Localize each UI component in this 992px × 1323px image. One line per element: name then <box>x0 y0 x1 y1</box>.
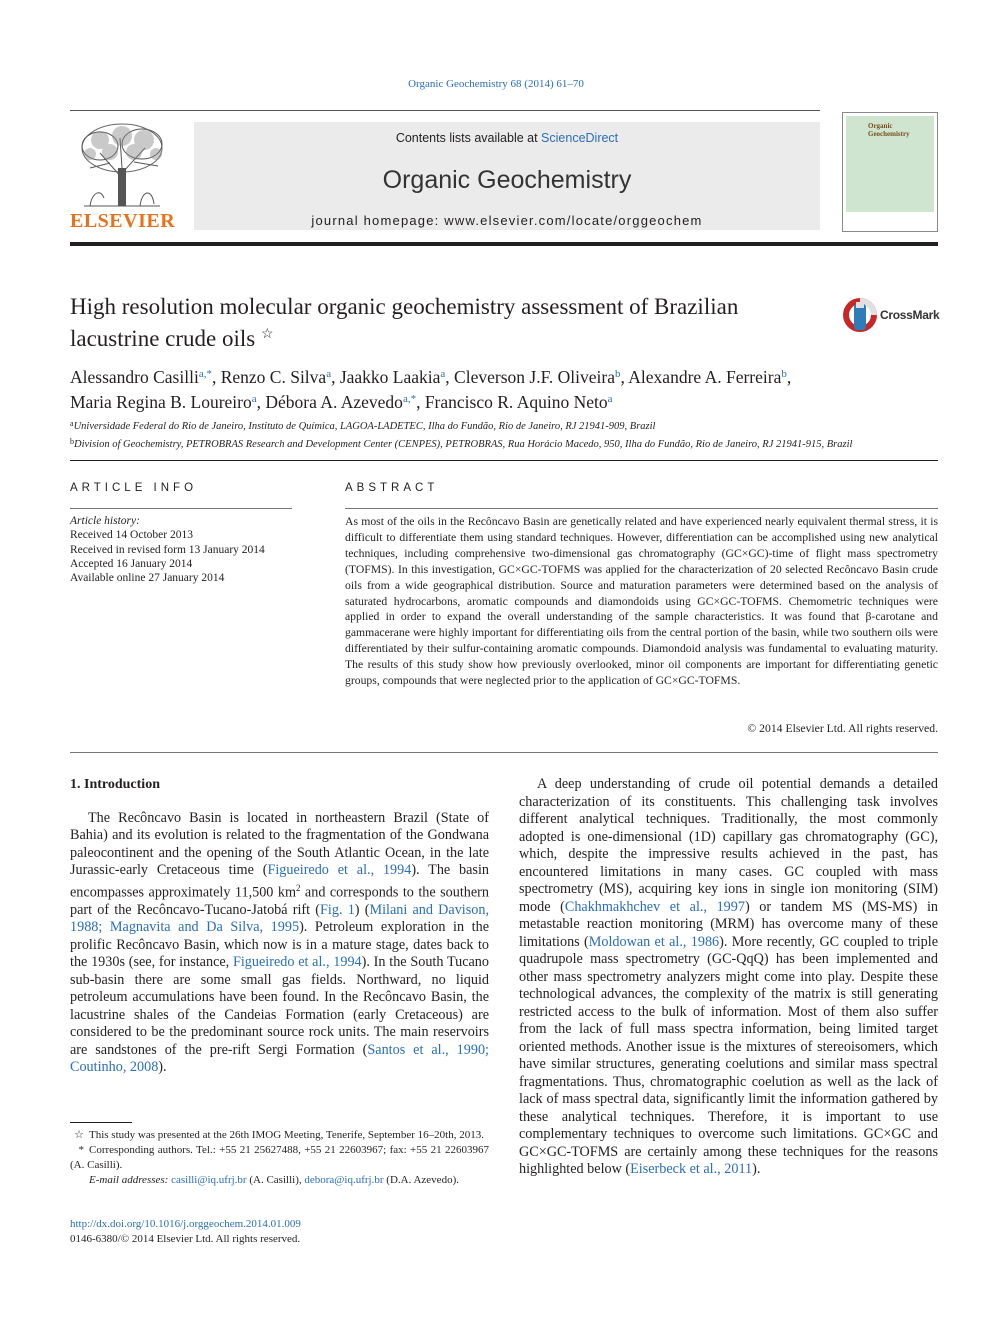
footnote-rule <box>70 1122 132 1123</box>
author-7[interactable]: Débora A. Azevedo$^{a,*}$ <box>265 392 417 412</box>
crossmark-icon <box>842 296 878 334</box>
article-history <box>70 514 300 585</box>
author-list: Alessandro Casilli$^{a,*}$, Renzo C. Silva$^a$, Jaakko Laakia$^a$, Cleverson J.F. Oliveira$^b$, Alexandre A. Ferreira$^b$, Maria Regina B. Loureiro$^a$, Débora A. Azevedo$^{a,*}$, Francisco R. Aquino Neto$^a$ <box>70 367 792 412</box>
history-received: Received 14 October 2013 <box>70 529 193 542</box>
journal-cover-thumbnail[interactable] <box>842 112 938 232</box>
footnote-corresponding: * Corresponding authors. Tel.: +55 21 25627488, +55 21 22603967; fax: +55 21 22603967 (A. Casilli). <box>70 1144 489 1171</box>
crossmark-label: CrossMark <box>880 308 940 322</box>
email-link-casilli[interactable]: casilli@iq.ufrj.br <box>171 1174 247 1186</box>
doi-link[interactable]: http://dx.doi.org/10.1016/j.orggeochem.2014.01.009 <box>70 1218 301 1230</box>
author-2[interactable]: Renzo C. Silva$^a$ <box>220 367 332 387</box>
abstract-bottom-rule <box>70 752 938 753</box>
header-top-rule <box>70 110 820 111</box>
email-link-azevedo[interactable]: debora@iq.ufrj.br <box>304 1174 384 1186</box>
title-line-1: High resolution molecular organic geochemistry assessment of Brazilian <box>70 294 739 319</box>
cover-footer <box>846 212 934 228</box>
history-accepted: Accepted 16 January 2014 <box>70 557 193 570</box>
author-1[interactable]: Alessandro Casilli$^{a,*}$ <box>70 367 212 387</box>
affiliation-a: $^a$Universidade Federal do Rio de Janeiro, Instituto de Química, LAGOA-LADETEC, Ilha do Fundão, Rio de Janeiro, RJ 21941-909, Brazil <box>70 419 656 432</box>
citation-link[interactable]: Chakhmakhchev et al., 1997 <box>564 898 745 915</box>
header-bottom-rule <box>70 242 938 246</box>
citation-link[interactable]: Milani and Davison, 1988; Magnavita and Da Silva, 1995 <box>70 901 489 936</box>
journal-band <box>194 122 820 230</box>
article-info-heading: ARTICLE INFO <box>70 482 198 494</box>
author-8[interactable]: Francisco R. Aquino Neto$^a$ <box>424 392 613 412</box>
sciencedirect-link[interactable]: ScienceDirect <box>541 131 619 145</box>
cover-title-line-2: Geochemistry <box>868 130 910 138</box>
history-online: Available online 27 January 2014 <box>70 572 225 585</box>
footnote-emails: E-mail addresses: casilli@iq.ufrj.br (A. Casilli), debora@iq.ufrj.br (D.A. Azevedo). <box>89 1174 459 1186</box>
journal-homepage[interactable]: journal homepage: www.elsevier.com/locate/orggeochem <box>311 213 703 228</box>
contents-prefix: Contents lists available at <box>395 131 542 145</box>
citation-link[interactable]: Santos et al., 1990; Coutinho, 2008 <box>70 1041 489 1076</box>
citation-link[interactable]: Figueiredo et al., 1994 <box>267 862 412 878</box>
author-4[interactable]: Cleverson J.F. Oliveira$^b$ <box>454 367 621 387</box>
affiliation-divider <box>70 460 938 461</box>
contents-line <box>194 131 820 145</box>
author-3[interactable]: Jaakko Laakia$^a$ <box>339 367 446 387</box>
citation-link[interactable]: Moldowan et al., 1986 <box>588 933 720 950</box>
body-column-right <box>519 776 938 1179</box>
citation-link[interactable]: Fig. 1 <box>320 901 355 918</box>
abstract-rule <box>345 508 938 509</box>
body-column-left <box>70 776 489 1077</box>
cover-title-line-1: Organic <box>868 122 893 130</box>
citation-line[interactable]: Organic Geochemistry 68 (2014) 61–70 <box>408 78 584 90</box>
journal-header <box>70 110 938 248</box>
affiliation-b: $^b$Division of Geochemistry, PETROBRAS Research and Development Center (CENPES), PETROBRAS, Rua Horácio Macedo, 950, Ilha do Fundão, Rio de Janeiro, RJ 21941-915, Brazil <box>70 437 853 450</box>
citation-link[interactable]: Eiserbeck et al., 2011 <box>630 1161 753 1177</box>
doi-block <box>70 1217 301 1247</box>
intro-paragraph-2: A deep understanding of crude oil potential demands a detailed characterization of its constituents. This challenging task involves different analytical techniques. Traditionally, the most commonly adopted is one-dimensional (1D) capillary gas chromatography (GC), which, despite the impressive results achieved in the past, has encountered limitations in many cases. GC coupled with mass spectrometry (MS), acquiring key ions in single ion monitoring (SIM) mode (Chakhmakhchev et al., 1997) or tandem MS (MS-MS) in metastable reaction monitoring (MRM) has overcome many of these limitations (Moldowan et al., 1986). More recently, GC coupled to triple quadrupole mass spectrometry (GC-QqQ) has been implemented and other mass spectrometry analyzers might come into play. Despite these technological advances, the complexity of the matrix is still generating restricted access to the bulk of information. Most of them also suffer from the lack of full mass spectra information, being limited target oriented methods. Another issue is the mixtures of stereoisomers, which have similar structures, generating coelutions and similar mass spectral fragmentations. Thus, chromatographic coelution as well as the lack of lack of mass spectral data, significantly limit the information gathered by these analytical techniques. Therefore, it is important to use complementary techniques to overcome such limitations. GC×GC and GC×GC-TOFMS are certainly among these techniques for the reasons highlighted below (Eiserbeck et al., 2011). <box>519 776 939 1177</box>
issn-line: 0146-6380/© 2014 Elsevier Ltd. All rights reserved. <box>70 1233 301 1245</box>
history-heading: Article history: <box>70 515 140 527</box>
citation-link[interactable]: Figueiredo et al., 1994 <box>232 954 362 971</box>
article-title <box>70 293 830 353</box>
title-footnote-mark[interactable]: ☆ <box>260 327 274 342</box>
cover-title <box>868 122 910 138</box>
author-6[interactable]: Maria Regina B. Loureiro$^a$ <box>70 392 257 412</box>
affiliations <box>70 416 950 452</box>
abstract-copyright: © 2014 Elsevier Ltd. All rights reserved. <box>747 722 938 735</box>
crossmark-badge[interactable] <box>842 296 942 336</box>
history-revised: Received in revised form 13 January 2014 <box>70 543 265 556</box>
footnote-presentation: ☆ This study was presented at the 26th IMOG Meeting, Tenerife, September 16–20th, 2013. <box>74 1129 484 1141</box>
cover-background <box>846 116 934 228</box>
footnotes <box>70 1128 489 1188</box>
intro-paragraph-1: The Recôncavo Basin is located in northeastern Brazil (State of Bahia) and its evolution is related to the fragmentation of the Gondwana paleocontinent and the opening of the South Atlantic Ocean, in the late Jurassic-early Cretaceous time (Figueiredo et al., 1994). The basin encompasses approximately 11,500 $km^2$ and corresponds to the southern part of the Recôncavo-Tucano-Jatobá rift (Fig. 1) (Milani and Davison, 1988; Magnavita and Da Silva, 1995). Petroleum exploration in the prolific Recôncavo Basin, which now is in a mature stage, dates back to the 1930s (see, for instance, Figueiredo et al., 1994). In the South Tucano sub-basin there are some small gas fields. Northward, no liquid petroleum accumulations have been found. In the Recôncavo Basin, the lacustrine shales of the Candeias Formation (early Cretaceous) are considered to be the predominant source rock units. The main reservoirs are sandstones of the pre-rift Sergi Formation (Santos et al., 1990; Coutinho, 2008). <box>70 809 489 1076</box>
title-line-2: lacustrine crude oils <box>70 326 256 351</box>
publisher-wordmark: ELSEVIER <box>70 210 176 232</box>
author-5[interactable]: Alexandre A. Ferreira$^b$ <box>628 367 787 387</box>
abstract-text: As most of the oils in the Recôncavo Basin are genetically related and have experienced nearly equivalent thermal stress, it is difficult to differentiate them using standard techniques. However, differentiation can be accomplished using new analytical techniques, including comprehensive two-dimensional gas chromatography (GC×GC)-time of flight mass spectrometry (TOFMS). In this investigation, GC×GC-TOFMS was applied for the characterization of 20 selected Recôncavo Basin crude oils from a wide geographical distribution. Source and maturation parameters were determined based on the analysis of saturated hydrocarbons, aromatic compounds and diamondoids using GC×GC-TOFMS. Chemometric techniques were applied in order to expand the overall understanding of the sample characteristics. It was found that β-carotane and gammacerane were highly important for differentiating oils from the central portion of the basin, while two southern oils were differentiated by their sulfur-containing aromatic compounds. Diamondoid analysis was fundamental to evaluating maturity. The results of this study show how previously overlooked, minor oil components are important for differentiating genetic groups, compounds that were neglected prior to the application of GC×GC-TOFMS. <box>345 515 938 688</box>
journal-title: Organic Geochemistry <box>382 166 632 194</box>
abstract-heading: ABSTRACT <box>345 482 439 494</box>
section-heading-introduction: 1. Introduction <box>70 777 160 792</box>
superscript: 2 <box>295 882 301 893</box>
article-info-rule <box>70 508 292 509</box>
